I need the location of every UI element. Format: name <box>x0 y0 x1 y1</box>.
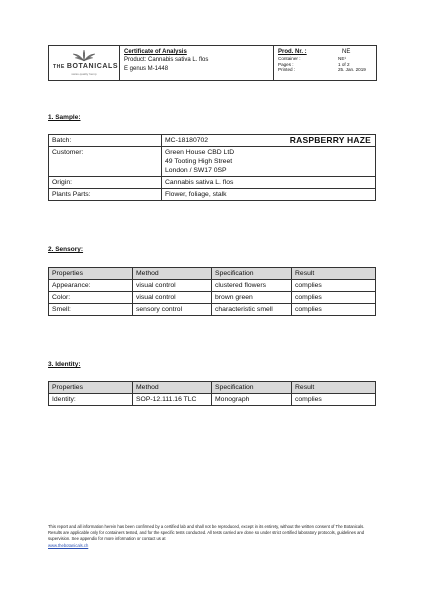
column-header: Properties <box>49 268 133 280</box>
pages-row: Pages : 1 of 2 <box>278 61 350 67</box>
column-header: Result <box>292 268 376 280</box>
brand-name: THE BOTANICALS <box>53 63 119 70</box>
column-header: Specification <box>212 268 292 280</box>
table-row <box>49 304 376 316</box>
table-header-row <box>49 382 376 394</box>
table-row <box>49 292 376 304</box>
table-cell: clustered flowers <box>212 280 292 292</box>
table-cell: characteristic smell <box>212 304 292 316</box>
table-row <box>49 147 376 177</box>
printed-row: Printed : 25. Jan. 2019 <box>278 67 366 73</box>
table-row <box>49 394 376 406</box>
brand-tagline: swiss quality hemp <box>71 72 97 76</box>
origin-label: Origin: <box>49 177 162 189</box>
product-info <box>120 46 274 80</box>
table-row <box>49 177 376 189</box>
website-link[interactable]: www.thebotanicals.ch <box>48 542 89 548</box>
disclaimer-text: This report and all information herein has been confirmed by a certified lab and shall not be reproduced, except in its entirety, without the written consent of The Botanicals. Results are applicable only for containers tested, and for the specific tests conducted. All tests carried are done so under strict certified laboratory protocols, guidelines and supervision. See appendix for more information or contact us at <box>48 524 365 542</box>
table-cell: Appearance: <box>49 280 133 292</box>
sensory-heading: 2. Sensory: <box>48 246 84 253</box>
product-line: Product: Cannabis sativa L. flos <box>124 57 209 64</box>
table-cell: brown green <box>212 292 292 304</box>
table-header-row <box>49 268 376 280</box>
document-header <box>48 45 377 81</box>
table-cell: sensory control <box>133 304 212 316</box>
batch-cell <box>162 135 376 147</box>
table-row <box>49 135 376 147</box>
table-row <box>49 189 376 201</box>
table-cell: Smell: <box>49 304 133 316</box>
customer-line: London / SW17 0SP <box>165 167 227 174</box>
column-header: Method <box>133 268 212 280</box>
table-cell: complies <box>292 292 376 304</box>
genus-line: E genus M-1448 <box>124 65 169 72</box>
brand-logo <box>49 46 120 80</box>
origin-value: Cannabis sativa L. flos <box>162 177 376 189</box>
table-cell: Color: <box>49 292 133 304</box>
plants-value: Flower, foliage, stalk <box>162 189 376 201</box>
sensory-table <box>48 267 376 316</box>
identity-table <box>48 381 376 406</box>
column-header: Properties <box>49 382 133 394</box>
sample-heading: 1. Sample: <box>48 114 81 121</box>
table-cell: visual control <box>133 280 212 292</box>
strain-name: RASPBERRY HAZE <box>289 135 371 145</box>
hemp-leaf-icon <box>71 50 97 62</box>
container-row: Container : NE¹ <box>278 56 346 61</box>
prod-nr-value: NE <box>342 49 351 55</box>
document-meta <box>274 46 376 80</box>
column-header: Result <box>292 382 376 394</box>
batch-value: MC-18180702 <box>165 137 209 144</box>
table-cell: SOP-12.111.16 TLC <box>133 394 212 406</box>
sample-table <box>48 134 376 201</box>
disclaimer <box>48 524 378 549</box>
batch-label: Batch: <box>49 135 162 147</box>
customer-label: Customer: <box>49 147 162 177</box>
table-cell: complies <box>292 394 376 406</box>
table-row <box>49 280 376 292</box>
customer-value <box>162 147 376 177</box>
plants-label: Plants Parts: <box>49 189 162 201</box>
table-cell: complies <box>292 304 376 316</box>
table-cell: complies <box>292 280 376 292</box>
customer-line: Green House CBD LtD <box>165 149 235 156</box>
column-header: Method <box>133 382 212 394</box>
table-cell: visual control <box>133 292 212 304</box>
customer-line: 49 Tooting High Street <box>165 158 233 165</box>
column-header: Specification <box>212 382 292 394</box>
document-title: Certificate of Analysis <box>124 49 187 55</box>
identity-heading: 3. Identity: <box>48 361 81 368</box>
table-cell: Identity: <box>49 394 133 406</box>
prod-nr-label: Prod. Nr. : <box>278 49 307 55</box>
table-cell: Monograph <box>212 394 292 406</box>
